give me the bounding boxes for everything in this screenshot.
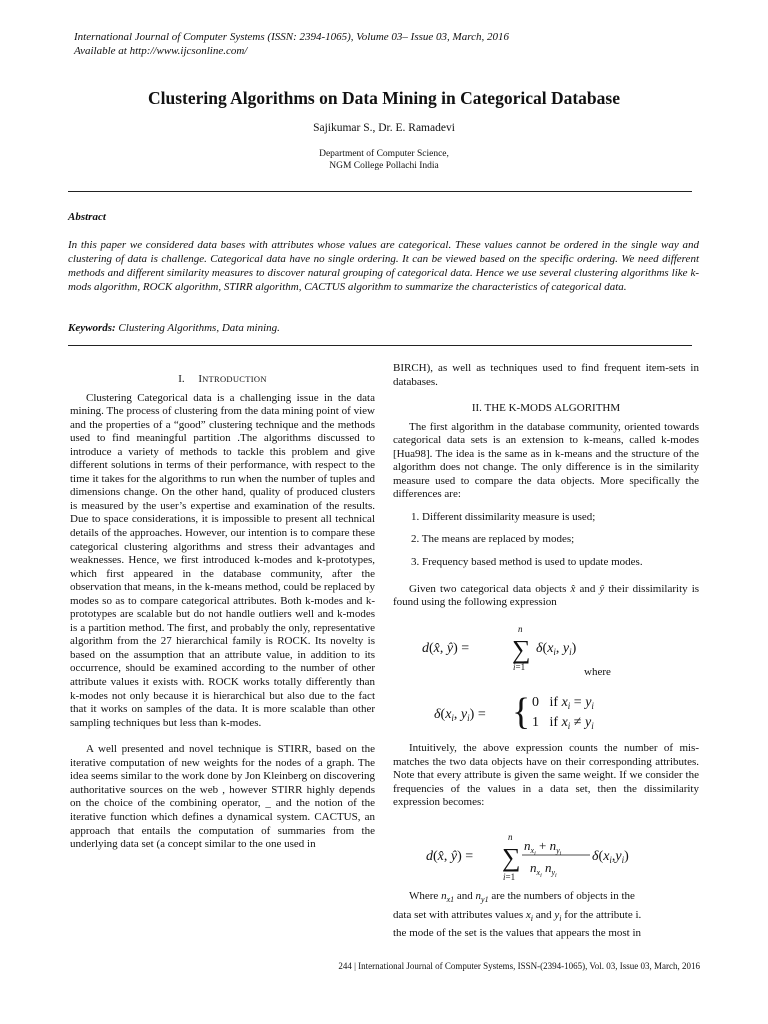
affiliation: [0, 148, 768, 172]
svg-text:d(x̂, ŷ) =: d(x̂, ŷ) =: [422, 641, 470, 656]
equation-dissimilarity: [420, 622, 600, 674]
where-text-c: data set with attributes values: [393, 908, 524, 921]
keywords: [68, 322, 280, 334]
svg-text:δ(xi, yi) =: $\delta(x_i$, $y_i$) =: [434, 707, 486, 723]
svg-text:i=1: i=1: [503, 872, 516, 882]
paper-title: Clustering Algorithms on Data Mining in Categorical Database: [147, 88, 620, 108]
given-text-b: their: [608, 582, 629, 595]
journal-header-line2: Available at http://www.ijcsonline.com/: [74, 45, 248, 57]
section-number: I.: [178, 373, 185, 385]
affiliation-line2: NGM College Pollachi India: [329, 161, 439, 171]
svg-text:0 if xi = yi: 0 if $x_i = y_i$: [532, 695, 594, 711]
y-hat-symbol: ŷ: [599, 582, 605, 595]
given-text-c: dissimilarity is found using the following expression: [393, 582, 700, 609]
continued-text: BIRCH), as well as techniques used to find frequent item-sets in databases.: [393, 362, 699, 388]
svg-text:n: n: [518, 624, 523, 634]
section-heading-kmods: II. THE K-MODS ALGORITHM: [471, 402, 621, 415]
given-text-and: and: [579, 582, 596, 595]
where-text-a: Where: [409, 890, 439, 902]
where-text-d: for the attribute i.: [564, 908, 642, 921]
right-column: [393, 362, 699, 610]
svg-text:δ(xi,yi): $\delta(x_i,y_i)$: [592, 849, 629, 865]
intro-paragraph-2: A well presented and novel technique is STIRR, based on the iterative computation of new weights for the nodes of a graph. The idea seems similar to the work done by Jon Kleinberg on discovering authoritative sources on the web , however STIRR highly depends on the choice of the combining operator, _ and the notion of the iterative function which defines a dynamical system. CACTUS, an approach that entails the computation of summaries from the underlying data set (a concept similar to the one used in: [70, 743, 375, 851]
svg-text:δ(xi, yi): $\delta(x_i$, $y_i$): [536, 641, 577, 657]
equation-weighted-dissimilarity: [424, 830, 664, 884]
mode-line: the mode of the set is the values that appears the most in: [393, 927, 642, 940]
affiliation-line1: Department of Computer Science,: [319, 149, 449, 159]
equation-delta: [432, 690, 632, 736]
left-column: [70, 373, 375, 852]
abstract-text: In this paper we considered data bases with attributes whose values are categorical. These values cannot be ordered in the single way and clustering of data is challenge. Categorical data have no single ordering. It can be viewed based on the specific ordering. We need different methods and different similarity measures to discover natural grouping of categorical data. Hence we use several clustering algorithms like k-mods algorithm, ROCK algorithm, STIRR algorithm, CACTUS algorithm to summarize the characteristics of categorical data.: [68, 239, 699, 293]
given-sentence: [393, 583, 699, 610]
given-text-a: Given two categorical data objects: [409, 582, 567, 595]
where-paragraph: [393, 889, 699, 941]
abstract-heading: Abstract: [68, 211, 106, 223]
x-hat-symbol: x̂: [570, 582, 576, 595]
svg-text:i=1: i=1: [513, 662, 526, 672]
kmods-paragraph-1: The first algorithm in the database community, oriented towards categorical data sets is an extension to k-means, called k-modes [Hua98]. The idea is the same as in k-means and the structure of the algorithm does not change. The only difference is in the similarity measure used to compare the data objects. More specifically the differences are:: [393, 420, 699, 501]
journal-header: [74, 30, 509, 58]
intuition-paragraph: Intuitively, the above expression counts the number of mis-matches the two data objects have on their corresponding attributes. Note that every attribute is given the same weight. If we consider the frequencies of the values in a data set, then the dissimilarity expression becomes:: [393, 742, 699, 809]
y-i-symbol: $y_i$: [554, 908, 562, 923]
list-item-2: 2. The means are replaced by modes;: [411, 533, 575, 546]
journal-header-line1: International Journal of Computer Systems (ISSN: 2394-1065), Volume 03– Issue 03, March, 2016: [74, 31, 509, 43]
x-i-symbol: $x_i$: [525, 908, 534, 923]
top-rule: [68, 191, 692, 192]
where-text-and: and: [456, 890, 473, 902]
section-heading-introduction: [70, 373, 375, 387]
svg-text:∑: ∑: [512, 635, 531, 664]
svg-text:1 if xi ≠ yi: 1 if $x_i \ne y_i$: [532, 715, 594, 731]
section-title-cap: I: [198, 373, 203, 385]
svg-text:∑: ∑: [502, 843, 521, 872]
list-item-1: 1. Different dissimilarity measure is used;: [411, 510, 596, 523]
keywords-label: Keywords:: [68, 322, 116, 334]
right-column-lower: [393, 742, 699, 810]
svg-text:n: n: [508, 832, 513, 842]
svg-text:d(x̂, ŷ) =: d(x̂, ŷ) =: [426, 849, 474, 864]
page-footer: 244 | International Journal of Computer Systems, ISSN-(2394-1065), Vol. 03, Issue 03, March, 2016: [338, 961, 700, 971]
section-title-rest: NTRODUCTION: [202, 374, 267, 384]
keywords-text: Clustering Algorithms, Data mining.: [118, 322, 280, 334]
svg-text:nxi nyi: $n_xi$ $n_yi$: [530, 860, 557, 879]
list-item-3: 3. Frequency based method is used to update modes.: [411, 556, 643, 569]
where-line-2: data set with attributes values $x_i$ and $y_i$ for the attribute i.: [393, 908, 642, 923]
where-line-1: [393, 889, 699, 908]
svg-text:{: {: [512, 691, 531, 733]
n-x1-symbol: $n_{x1}$: [441, 890, 455, 905]
where-label: where: [584, 666, 611, 678]
authors: Sajikumar S., Dr. E. Ramadevi: [313, 122, 455, 134]
where-text-b: are the numbers of objects in the: [491, 890, 635, 902]
n-y1-symbol: $n_{y1}$: [475, 890, 489, 905]
abstract-rule: [68, 345, 692, 346]
svg-text:nxi + nyi: $n_xi + n_yi$: [524, 838, 562, 857]
intro-paragraph-1: Clustering Categorical data is a challenging issue in the data mining. The process of clustering from the data mining point of view and the properties of a “good” clustering technique and the methods used to find meaningful partition .The algorithms discussed to introduce a variety of methods to tackle this problem and give different solutions in terms of their performance, with respect to the time it takes for the algorithms to run when the number of tuples and dimensions change. On the other hand, quality of produced clusters is measured by the user’s expertise and examination of the results. Due to space considerations, it is impossible to present all technical details of the approaches. However, our intention is to compare these categorical clustering algorithms and stress their advantages and weaknesses. Hence, we first introduced k-modes and k-prototypes, which first appeared in the database community, after the observation that means, in the k-means method, could be replaced by modes so as to compare categorical attributes. Both k-modes and k-prototypes are scalable but do not handle outliers well and k-modes is a partition method. The first, and probably the only, representative algorithm from the 27 hierarchical family is ROCK. Its novelty is based on the assumption that an attribute value, in addition to its occurrence, should be examined according to the number of other attribute values it exists with. ROCK works totally differently than k-modes not only because it is hierarchical but also due to the fact that it works on samples of the data. It is more scalable than other sampling techniques but less than k-modes.: [70, 391, 375, 729]
